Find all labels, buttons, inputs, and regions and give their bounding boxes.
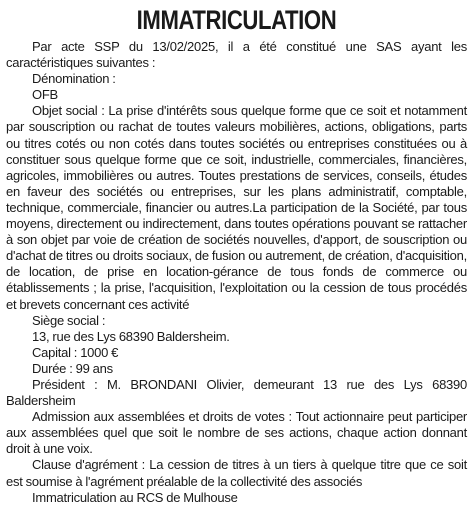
duration-line: Durée : 99 ans — [32, 360, 113, 376]
approval-clause-paragraph: Clause d'agrément : La cession de titres à un tiers à quelque titre que ce soit est soumise à l'agrément préalable de la collectivité des associés — [6, 457, 467, 489]
notice-title: IMMATRICULATION — [136, 5, 337, 35]
head-office-value: 13, rue des Lys 68390 Baldersheim. — [32, 328, 230, 344]
head-office-label: Siège social : — [32, 312, 106, 328]
denomination-label: Dénomination : — [32, 71, 116, 87]
admission-paragraph: Admission aux assemblées et droits de votes : Tout actionnaire peut participer aux assemblées quel que soit le nombre de ses actions, chaque action donnant droit à une voix. — [6, 409, 467, 457]
registration-line: Immatriculation au RCS de Mulhouse — [32, 489, 238, 505]
object-paragraph: Objet social : La prise d'intérêts sous quelque forme que ce soit et notamment par souscription ou rachat de toutes valeurs mobilières, actions, obligations, parts ou titres cotés ou non cotés dans toutes sociétés ou entreprises constituées ou à constituer sous quelque forme que ce soit, industrielle, commerciales, financières, agricoles, immobilières ou autres. Toutes prestations de services, conseils, études en faveur des sociétés ou entreprises, sur les plans administratif, comptable, technique, commerciale, financier ou autres.La participation de la Société, par tous moyens, directement ou indirectement, dans toutes opérations pouvant se rattacher à son objet par voie de création de sociétés nouvelles, d'apport, de souscription ou d'achat de titres ou droits sociaux, de fusion ou autrement, de création, d'acquisition, de location, de prise en location-gérance de tous fonds de commerce ou établissements ; la prise, l'acquisition, l'exploitation ou la cession de tous procédés et brevets concernant ces activité — [6, 103, 467, 312]
president-line: Président : M. BRONDANI Olivier, demeurant 13 rue des Lys 68390 Baldersheim — [6, 376, 467, 409]
capital-line: Capital : 1000 € — [32, 344, 119, 360]
intro-paragraph: Par acte SSP du 13/02/2025, il a été constitué une SAS ayant les caractéristiques suivantes : — [6, 39, 467, 71]
denomination-value: OFB — [32, 87, 58, 103]
notice-body — [6, 39, 467, 506]
